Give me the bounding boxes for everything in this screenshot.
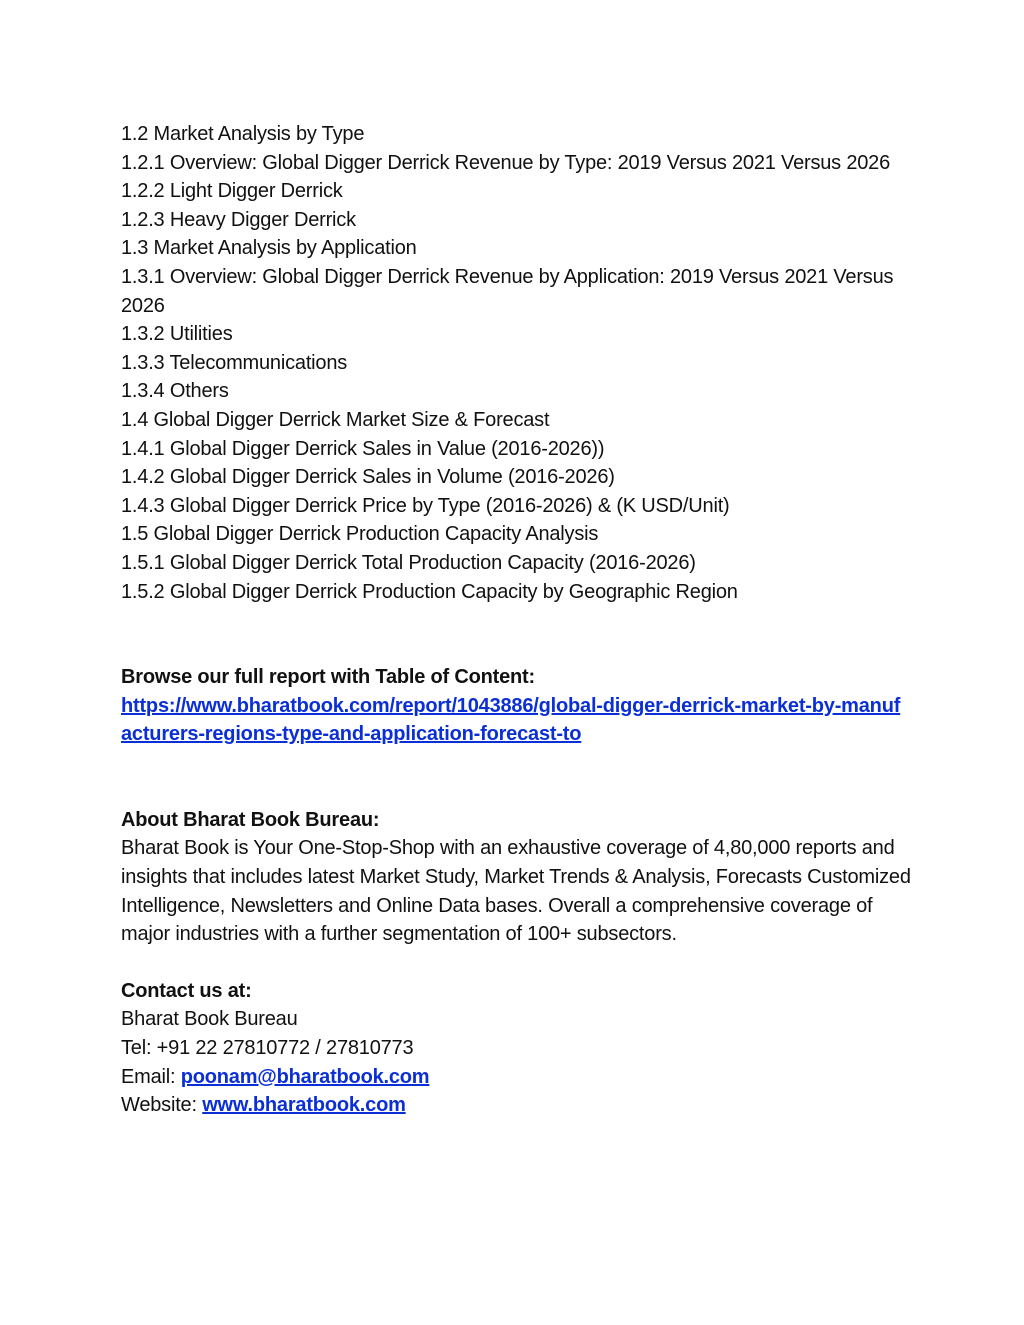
- email-label: Email:: [121, 1065, 181, 1088]
- contact-company: Bharat Book Bureau: [121, 1008, 298, 1031]
- contact-website-row: [121, 1091, 911, 1120]
- toc-item: 1.2.3 Heavy Digger Derrick: [121, 208, 356, 231]
- toc-item: 1.3 Market Analysis by Application: [121, 237, 417, 260]
- about-heading: About Bharat Book Bureau:: [121, 808, 380, 831]
- website-link[interactable]: www.bharatbook.com: [202, 1094, 406, 1117]
- toc-item: 1.3.2 Utilities: [121, 323, 233, 346]
- toc-item: 1.4 Global Digger Derrick Market Size & Forecast: [121, 408, 550, 431]
- toc-item: 1.3.1 Overview: Global Digger Derrick Revenue by Application: 2019 Versus 2021 Versus 2026: [121, 265, 894, 317]
- section-gap: [121, 606, 911, 663]
- toc-item: 1.5 Global Digger Derrick Production Capacity Analysis: [121, 523, 599, 546]
- section-gap: [121, 949, 911, 977]
- toc-item: 1.4.3 Global Digger Derrick Price by Type (2016-2026) & (K USD/Unit): [121, 494, 730, 517]
- about-section: [121, 806, 911, 949]
- toc-item: 1.2 Market Analysis by Type: [121, 123, 365, 145]
- browse-section: [121, 663, 911, 749]
- report-link[interactable]: https://www.bharatbook.com/report/1043886/global-digger-derrick-market-by-manufacturers-regions-type-and-application-forecast-to: [121, 694, 901, 746]
- toc-item: 1.5.2 Global Digger Derrick Production Capacity by Geographic Region: [121, 580, 738, 603]
- email-link[interactable]: poonam@bharatbook.com: [180, 1065, 430, 1088]
- toc-item: 1.4.2 Global Digger Derrick Sales in Volume (2016-2026): [121, 466, 615, 489]
- toc-item: 1.5.1 Global Digger Derrick Total Production Capacity (2016-2026): [121, 551, 696, 574]
- toc-item: 1.3.4 Others: [121, 380, 229, 403]
- section-gap: [121, 749, 911, 806]
- toc-item: 1.2.2 Light Digger Derrick: [121, 180, 343, 203]
- toc-item: 1.4.1 Global Digger Derrick Sales in Value (2016-2026)): [121, 437, 605, 460]
- website-label: Website:: [121, 1094, 203, 1117]
- contact-heading: Contact us at:: [121, 979, 252, 1002]
- toc-item: 1.3.3 Telecommunications: [121, 351, 348, 374]
- browse-heading: Browse our full report with Table of Content:: [121, 666, 535, 689]
- document-page: [121, 120, 911, 1120]
- toc-list: [121, 120, 911, 606]
- contact-section: [121, 977, 911, 1120]
- contact-tel: Tel: +91 22 27810772 / 27810773: [121, 1037, 414, 1060]
- toc-item: 1.2.1 Overview: Global Digger Derrick Revenue by Type: 2019 Versus 2021 Versus 2026: [121, 151, 891, 174]
- contact-email-row: [121, 1063, 911, 1092]
- about-body: Bharat Book is Your One-Stop-Shop with an exhaustive coverage of 4,80,000 reports and insights that includes latest Market Study, Market Trends & Analysis, Forecasts Customized Intelligence, Newsletters and Online Data bases. Overall a comprehensive coverage of major industries with a further segmentation of 100+ subsectors.: [121, 837, 911, 946]
